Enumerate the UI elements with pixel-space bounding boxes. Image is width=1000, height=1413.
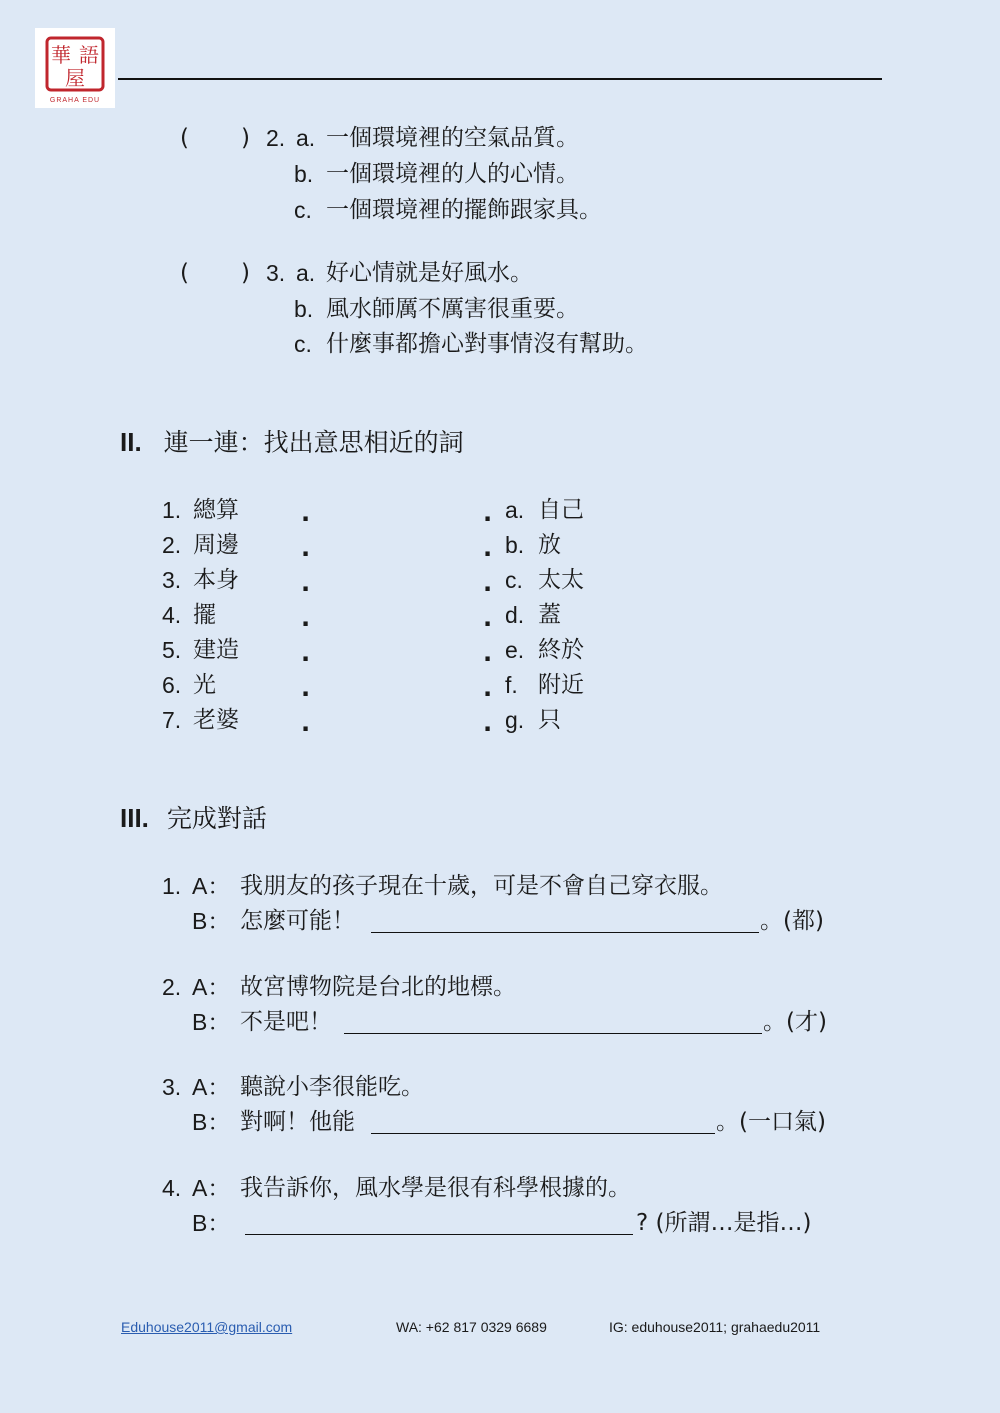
match-left-word: 建造 — [193, 637, 239, 663]
match-dot-right[interactable]: . — [483, 569, 493, 597]
q3-a-label: a. — [296, 260, 316, 286]
q3-paren-close: ) — [241, 260, 250, 286]
dialog-b-label: B： — [192, 908, 231, 934]
match-right-word: 太太 — [538, 567, 584, 593]
match-left-num: 2. — [162, 532, 182, 558]
dialog-a-label: A： — [192, 1074, 231, 1100]
part3-title: 完成對話 — [166, 804, 267, 833]
q3-c-label: c. — [294, 331, 312, 357]
footer-instagram: IG: eduhouse2011; grahaedu2011 — [609, 1319, 821, 1335]
q2-paren-close: ) — [241, 125, 250, 151]
dialog-a-label: A： — [192, 1175, 231, 1201]
match-left-word: 光 — [193, 672, 216, 698]
dialog-a-text: 故宮博物院是台北的地標。 — [240, 974, 516, 1000]
match-right-label: c. — [505, 567, 523, 593]
match-right-label: d. — [505, 602, 525, 628]
q3-a-text: 好心情就是好風水。 — [326, 260, 533, 286]
q2-a-text: 一個環境裡的空氣品質。 — [326, 125, 579, 151]
header-rule — [118, 78, 882, 80]
footer-email-link[interactable]: Eduhouse2011@gmail.com — [121, 1319, 293, 1335]
dialog-b-suffix: ? (所謂…是指…) — [636, 1210, 812, 1236]
q2-b-text: 一個環境裡的人的心情。 — [326, 161, 579, 187]
match-right-word: 只 — [538, 707, 561, 733]
dialog-b-suffix: 。(一口氣) — [716, 1109, 826, 1135]
match-left-word: 周邊 — [193, 532, 239, 558]
dialog-b-prefix: 對啊！他能 — [240, 1109, 355, 1135]
match-left-num: 5. — [162, 637, 182, 663]
match-dot-right[interactable]: . — [483, 709, 493, 737]
q3-paren-open: ( — [180, 260, 189, 286]
match-right-word: 附近 — [538, 672, 584, 698]
match-right-label: e. — [505, 637, 525, 663]
match-right-word: 放 — [538, 532, 561, 558]
q2-number: 2. — [266, 125, 286, 151]
dialog-num: 2. — [162, 974, 182, 1000]
match-dot-right[interactable]: . — [483, 604, 493, 632]
match-dot-left[interactable]: . — [301, 674, 311, 702]
match-left-num: 7. — [162, 707, 182, 733]
match-dot-left[interactable]: . — [301, 604, 311, 632]
match-left-num: 3. — [162, 567, 182, 593]
part3-heading — [120, 803, 267, 834]
answer-blank-3[interactable] — [371, 1111, 715, 1134]
q2-a-label: a. — [296, 125, 316, 151]
logo-text: GRAHA EDU — [49, 97, 101, 104]
q2-c-label: c. — [294, 197, 312, 223]
dialog-a-label: A： — [192, 873, 231, 899]
dialog-num: 3. — [162, 1074, 182, 1100]
dialog-a-text: 聽說小李很能吃。 — [240, 1074, 424, 1100]
match-dot-left[interactable]: . — [301, 709, 311, 737]
match-left-word: 老婆 — [193, 707, 239, 733]
logo-glyph-2: 語 — [79, 43, 99, 67]
q3-b-label: b. — [294, 296, 314, 322]
q2-c-text: 一個環境裡的擺飾跟家具。 — [326, 197, 602, 223]
answer-blank-1[interactable] — [371, 910, 759, 933]
dialog-b-suffix: 。(都) — [760, 908, 824, 934]
footer-whatsapp: WA: +62 817 0329 6689 — [396, 1319, 547, 1335]
dialog-b-label: B： — [192, 1009, 231, 1035]
dialog-a-label: A： — [192, 974, 231, 1000]
match-left-word: 擺 — [193, 602, 216, 628]
match-right-label: f. — [505, 672, 518, 698]
logo-seal-icon — [35, 28, 115, 108]
match-left-num: 6. — [162, 672, 182, 698]
part2-heading — [120, 427, 464, 458]
dialog-num: 4. — [162, 1175, 182, 1201]
match-right-label: g. — [505, 707, 525, 733]
dialog-b-prefix: 怎麼可能！ — [240, 908, 355, 934]
match-right-label: a. — [505, 497, 525, 523]
match-dot-right[interactable]: . — [483, 674, 493, 702]
dialog-b-suffix: 。(才) — [763, 1009, 827, 1035]
logo-glyph-3: 屋 — [65, 66, 85, 90]
answer-blank-4[interactable] — [245, 1212, 633, 1235]
match-dot-right[interactable]: . — [483, 639, 493, 667]
match-left-num: 4. — [162, 602, 182, 628]
part2-title: 連一連：找出意思相近的詞 — [163, 428, 464, 457]
dialog-num: 1. — [162, 873, 182, 899]
match-dot-right[interactable]: . — [483, 534, 493, 562]
match-right-word: 自己 — [538, 497, 584, 523]
match-dot-left[interactable]: . — [301, 499, 311, 527]
match-dot-left[interactable]: . — [301, 534, 311, 562]
match-left-word: 總算 — [193, 497, 239, 523]
match-right-word: 終於 — [538, 637, 584, 663]
dialog-b-label: B： — [192, 1210, 231, 1236]
q3-c-text: 什麼事都擔心對事情沒有幫助。 — [326, 331, 648, 357]
dialog-b-label: B： — [192, 1109, 231, 1135]
dialog-a-text: 我告訴你，風水學是很有科學根據的。 — [240, 1175, 631, 1201]
q2-b-label: b. — [294, 161, 314, 187]
dialog-a-text: 我朋友的孩子現在十歲，可是不會自己穿衣服。 — [240, 873, 723, 899]
q3-b-text: 風水師厲不厲害很重要。 — [326, 296, 579, 322]
dialog-b-prefix: 不是吧！ — [240, 1009, 332, 1035]
logo — [35, 28, 115, 108]
match-left-num: 1. — [162, 497, 182, 523]
match-left-word: 本身 — [193, 567, 239, 593]
match-dot-left[interactable]: . — [301, 569, 311, 597]
part3-numeral: III. — [120, 803, 149, 833]
answer-blank-2[interactable] — [344, 1011, 762, 1034]
match-right-word: 蓋 — [538, 602, 561, 628]
part2-numeral: II. — [120, 427, 142, 457]
q2-paren-open: ( — [180, 125, 189, 151]
match-right-label: b. — [505, 532, 525, 558]
match-dot-left[interactable]: . — [301, 639, 311, 667]
q3-number: 3. — [266, 260, 286, 286]
logo-glyph-1: 華 — [51, 43, 71, 67]
match-dot-right[interactable]: . — [483, 499, 493, 527]
